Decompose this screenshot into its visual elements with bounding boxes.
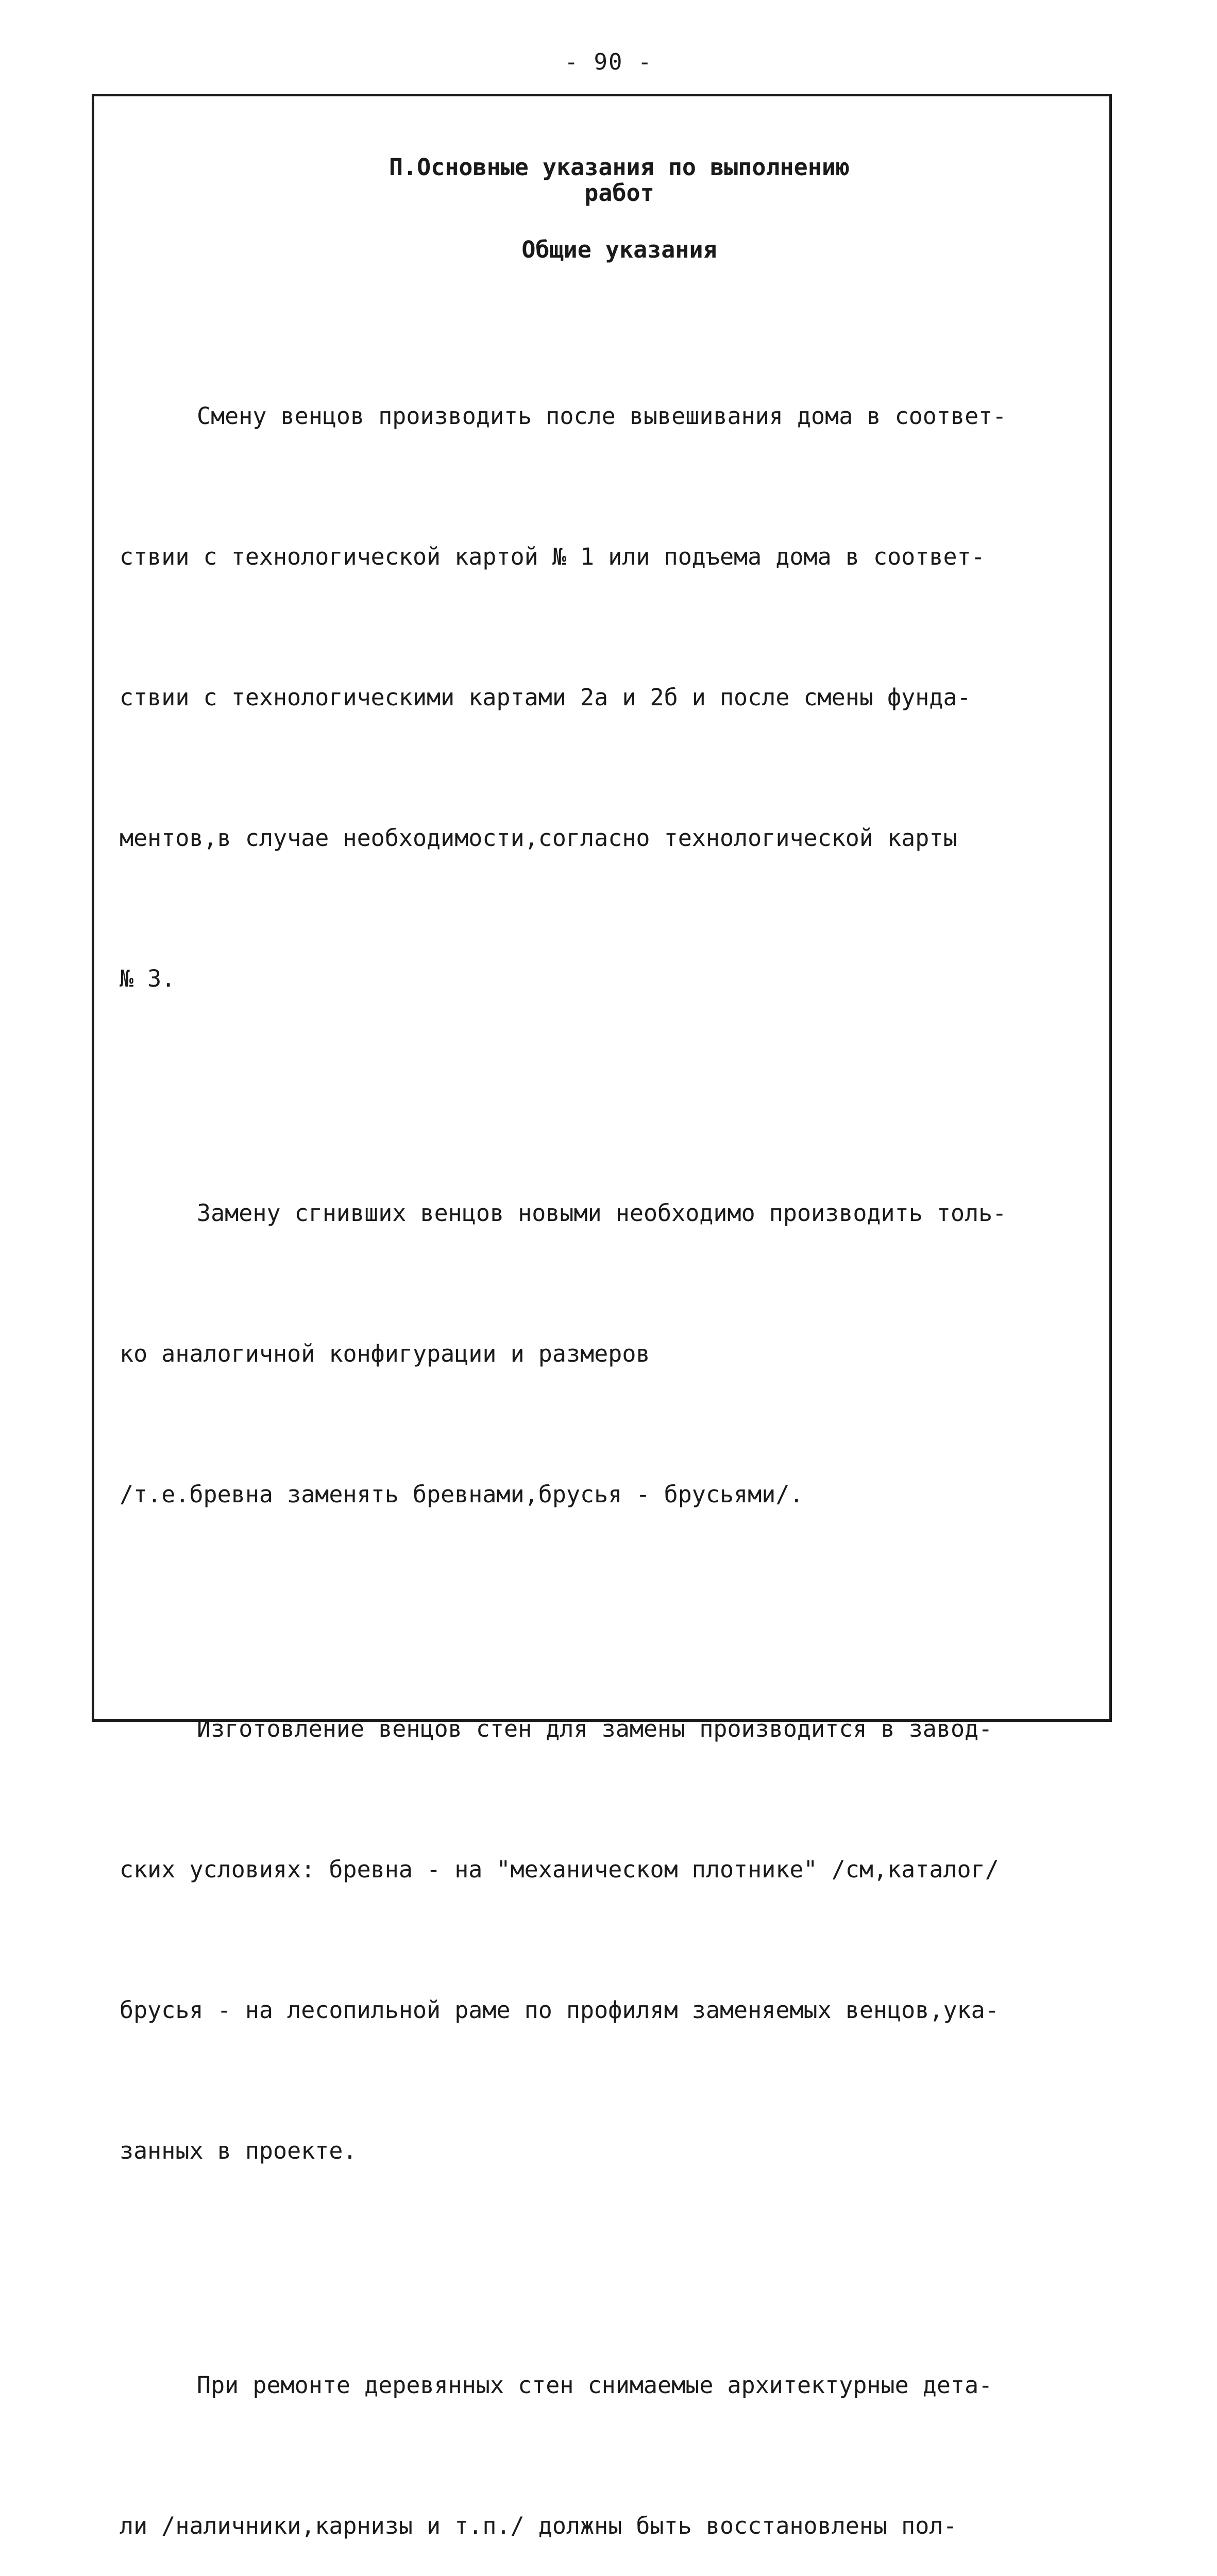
paragraph-1: [120, 299, 1119, 1096]
text-line: № 3.: [120, 965, 176, 992]
text-line: Смену венцов производить после вывешивания дома в соответ-: [197, 402, 1007, 430]
subheading-general: Общие указания: [521, 236, 717, 263]
page-number: - 90 -: [564, 49, 653, 75]
text-line: занных в проекте.: [120, 2137, 357, 2164]
text-line: ских условиях: бревна - на "механическом плотнике" /см,каталог/: [120, 1856, 999, 1883]
section-title-line-1: П.Основные указания по выполнению: [388, 154, 850, 181]
text-line: Изготовление венцов стен для замены производится в завод-: [197, 1715, 993, 1742]
text-line: ко аналогичной конфигурации и размеров: [120, 1340, 650, 1367]
text-line: /т.е.бревна заменять бревнами,брусья - брусьями/.: [120, 1481, 804, 1508]
text-line: При ремонте деревянных стен снимаемые архитектурные дета-: [197, 2371, 993, 2399]
text-line: ментов,в случае необходимости,согласно технологической карты: [120, 824, 957, 852]
document-body: [120, 155, 1119, 2576]
section-title: [223, 155, 1016, 206]
text-line: ствии с технологическими картами 2а и 2б и после смены фунда-: [120, 684, 971, 711]
paragraph-4: [120, 2268, 1119, 2576]
paragraph-3: [120, 1612, 1119, 2268]
text-line: Замену сгнивших венцов новыми необходимо производить толь-: [197, 1199, 1007, 1227]
paragraph-2: [120, 1096, 1119, 1612]
text-line: ствии с технологической картой № 1 или подъема дома в соответ-: [120, 543, 985, 570]
text-line: ли /наличники,карнизы и т.п./ должны быть восстановлены пол-: [120, 2512, 957, 2539]
section-title-line-2: работ: [584, 179, 654, 207]
text-line: брусья - на лесопильной раме по профилям заменяемых венцов,ука-: [120, 1996, 999, 2024]
